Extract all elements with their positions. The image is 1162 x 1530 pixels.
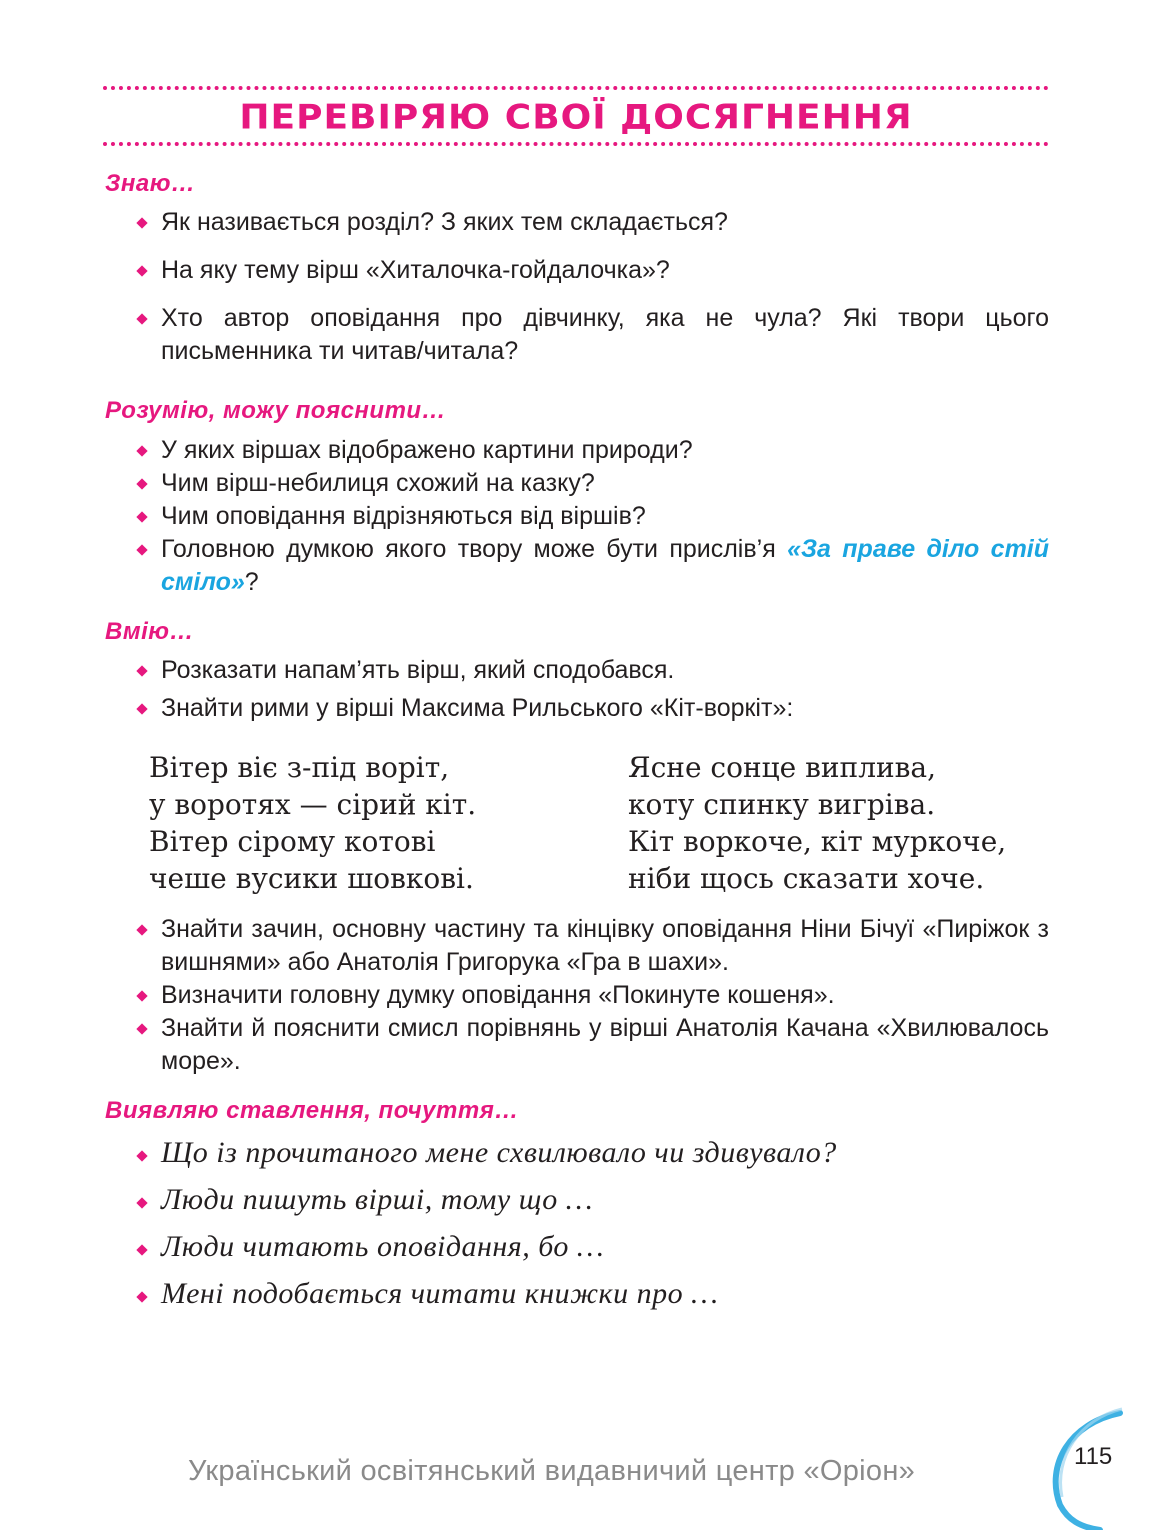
list-item: Хто автор оповідання про дівчинку, яка не чула? Які твори цього письменника ти читав/читала? (136, 302, 1049, 368)
section-heading-feel: Виявляю ставлення, почуття… (105, 1097, 519, 1124)
poem-line: коту спинку вигріва. (628, 788, 936, 821)
diamond-bullet-icon (136, 1197, 147, 1208)
top-dotted-divider (103, 86, 1049, 90)
diamond-bullet-icon (136, 990, 147, 1001)
diamond-bullet-icon (136, 544, 147, 555)
page-number: 115 (1074, 1443, 1113, 1470)
poem-right-stanza (628, 749, 1006, 897)
diamond-bullet-icon (136, 703, 147, 714)
poem-left-stanza (149, 749, 476, 897)
diamond-bullet-icon (136, 217, 147, 228)
list-can-more (136, 913, 1049, 1078)
poem-line: чеше вусики шовкові. (149, 862, 474, 895)
list-understand (136, 434, 1049, 599)
diamond-bullet-icon (136, 511, 147, 522)
list-can (136, 654, 1049, 725)
diamond-bullet-icon (136, 665, 147, 676)
list-item: У яких віршах відображено картини природи? (136, 434, 1049, 467)
diamond-bullet-icon (136, 1291, 147, 1302)
section-heading-know: Знаю… (105, 170, 196, 197)
poem-line: ніби щось сказати хоче. (628, 862, 985, 895)
list-item: Головною думкою якого твору може бути прислів’я «За праве діло стій сміло»? (136, 533, 1049, 599)
diamond-bullet-icon (136, 265, 147, 276)
poem-line: Ясне сонце виплива, (628, 751, 936, 784)
list-item: Мені подобається читати книжки про … (136, 1277, 1049, 1310)
diamond-bullet-icon (136, 1244, 147, 1255)
bottom-dotted-divider (103, 142, 1049, 146)
page-title: ПЕРЕВІРЯЮ СВОЇ ДОСЯГНЕННЯ (239, 98, 913, 137)
list-item: Як називається розділ? З яких тем складається? (136, 206, 1049, 239)
list-item: Знайти зачин, основну частину та кінцівку оповідання Ніни Бічуї «Пиріжок з вишнями» або Анатолія Григорука «Гра в шахи». (136, 913, 1049, 979)
diamond-bullet-icon (136, 924, 147, 935)
diamond-bullet-icon (136, 1023, 147, 1034)
list-item: Чим вірш-небилиця схожий на казку? (136, 467, 1049, 500)
list-item: Знайти рими у вірші Максима Рильського «Кіт-воркіт»: (136, 692, 1049, 725)
diamond-bullet-icon (136, 478, 147, 489)
proverb-quote: «За праве діло стій сміло» (161, 535, 1050, 596)
list-feel (136, 1136, 1049, 1310)
list-item: Люди пишуть вірші, тому що … (136, 1183, 1049, 1216)
poem-line: у воротях — сірий кіт. (149, 788, 477, 821)
poem-line: Вітер сірому котові (149, 825, 436, 858)
poem-line: Вітер віє з-під воріт, (149, 751, 450, 784)
list-know (136, 206, 1049, 368)
list-item: Що із прочитаного мене схвилювало чи здивувало? (136, 1136, 1049, 1169)
diamond-bullet-icon (136, 445, 147, 456)
list-item: Знайти й пояснити смисл порівнянь у вірші Анатолія Качана «Хвилювалось море». (136, 1012, 1049, 1078)
list-item: Визначити головну думку оповідання «Покинуте кошеня». (136, 979, 1049, 1012)
diamond-bullet-icon (136, 1150, 147, 1161)
list-item: Люди читають оповідання, бо … (136, 1230, 1049, 1263)
list-item: На яку тему вірш «Хиталочка-гойдалочка»? (136, 254, 1049, 287)
diamond-bullet-icon (136, 313, 147, 324)
list-item: Чим оповідання відрізняються від віршів? (136, 500, 1049, 533)
poem-line: Кіт воркоче, кіт муркоче, (628, 825, 1007, 858)
list-item: Розказати напам’ять вірш, який сподобався. (136, 654, 1049, 687)
publisher-footer: Український освітянський видавничий центр «Оріон» (188, 1455, 916, 1487)
section-heading-can: Вмію… (105, 618, 195, 645)
section-heading-understand: Розумію, можу пояснити… (105, 397, 447, 424)
